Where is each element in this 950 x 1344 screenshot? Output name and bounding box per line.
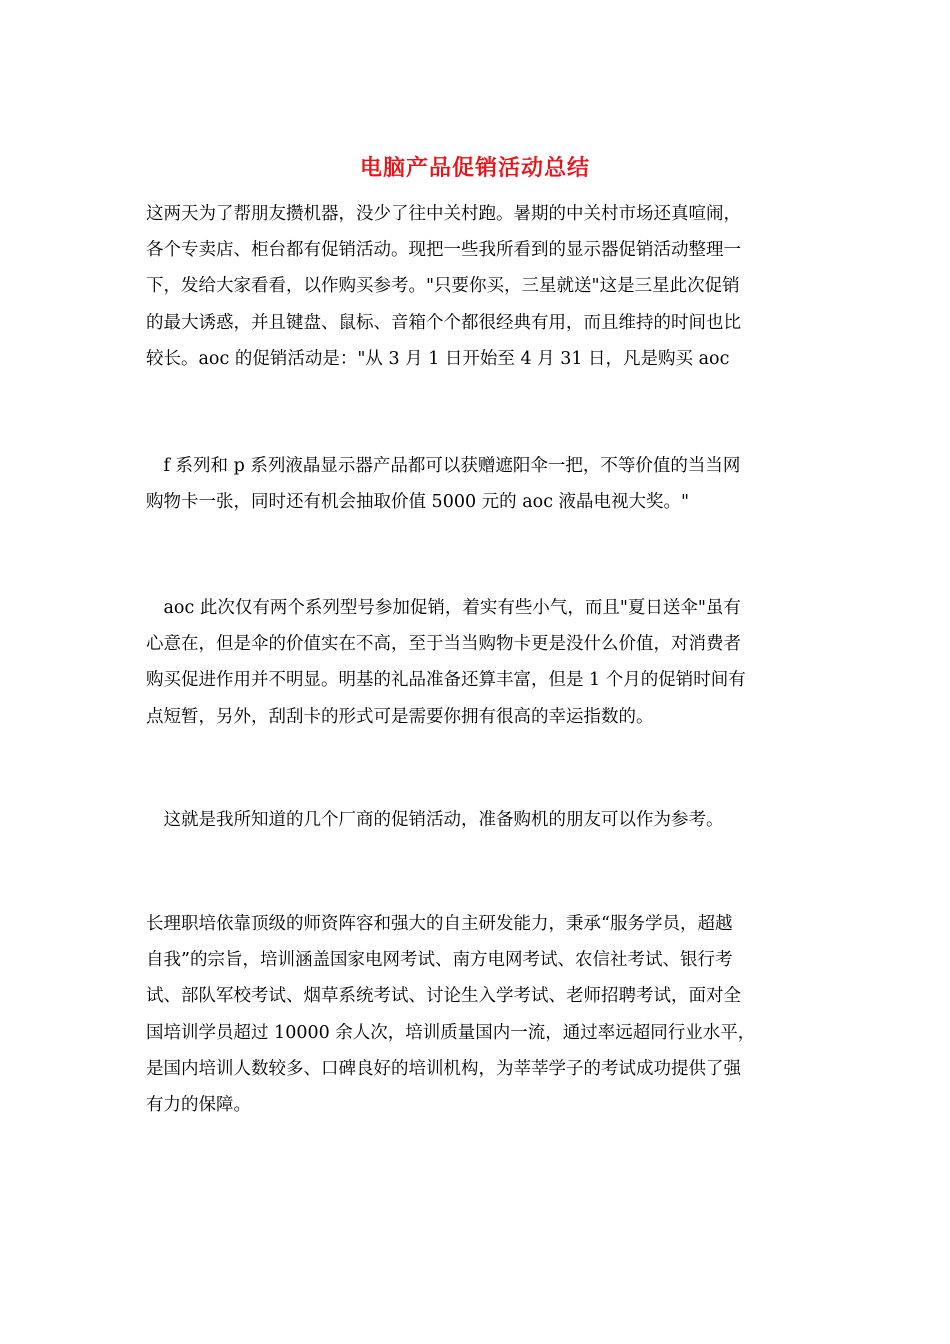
text-line: 自我”的宗旨，培训涵盖国家电网考试、南方电网考试、农信社考试、银行考	[146, 950, 733, 971]
text-line: aoc 此次仅有两个系列型号参加促销，着实有些小气，而且"夏日送伞"虽有	[146, 598, 741, 618]
text-line: 的最大诱惑，并且键盘、鼠标、音箱个个都很经典有用，而且维持的时间也比	[146, 312, 741, 333]
paragraph-aoc-gifts	[146, 448, 806, 520]
paragraph-samsung-aoc-intro	[146, 196, 806, 377]
text-line: 试、部队军校考试、烟草系统考试、讨论生入学考试、老师招聘考试，面对全	[146, 986, 741, 1007]
text-line: 心意在，但是伞的价值实在不高，至于当当购物卡更是没什么价值，对消费者	[146, 634, 741, 655]
text-line: 有力的保障。	[146, 1095, 251, 1116]
text-line: 较长。aoc 的促销活动是："从 3 月 1 日开始至 4 月 31 日，凡是购买 aoc	[146, 348, 730, 369]
text-line: 各个专卖店、柜台都有促销活动。现把一些我所看到的显示器促销活动整理一	[146, 240, 741, 261]
text-line: 购买促进作用并不明显。明基的礼品准备还算丰富，但是 1 个月的促销时间有	[146, 670, 746, 691]
text-line: 购物卡一张，同时还有机会抽取价值 5000 元的 aoc 液晶电视大奖。"	[146, 492, 690, 513]
paragraph-training-ad	[146, 906, 806, 1123]
text-line: 长理职培依靠顶级的师资阵容和强大的自主研发能力，秉承“服务学员，超越	[146, 914, 733, 934]
text-line: 下，发给大家看看，以作购买参考。"只要你买，三星就送"这是三星此次促销	[146, 276, 740, 297]
paragraph-aoc-review	[146, 590, 806, 735]
text-line: 是国内培训人数较多、口碑良好的培训机构，为莘莘学子的考试成功提供了强	[146, 1058, 741, 1079]
document-title: 电脑产品促销活动总结	[359, 155, 590, 181]
text-line: 这就是我所知道的几个厂商的促销活动，准备购机的朋友可以作为参考。	[146, 810, 724, 830]
text-line: 这两天为了帮朋友攒机器，没少了往中关村跑。暑期的中关村市场还真喧闹，	[146, 204, 741, 224]
paragraph-conclusion	[146, 802, 806, 838]
text-line: f 系列和 p 系列液晶显示器产品都可以获赠遮阳伞一把，不等价值的当当网	[146, 456, 741, 476]
text-line: 点短暂，另外，刮刮卡的形式可是需要你拥有很高的幸运指数的。	[146, 706, 654, 727]
text-line: 国培训学员超过 10000 余人次，培训质量国内一流，通过率远超同行业水平，	[146, 1022, 756, 1043]
